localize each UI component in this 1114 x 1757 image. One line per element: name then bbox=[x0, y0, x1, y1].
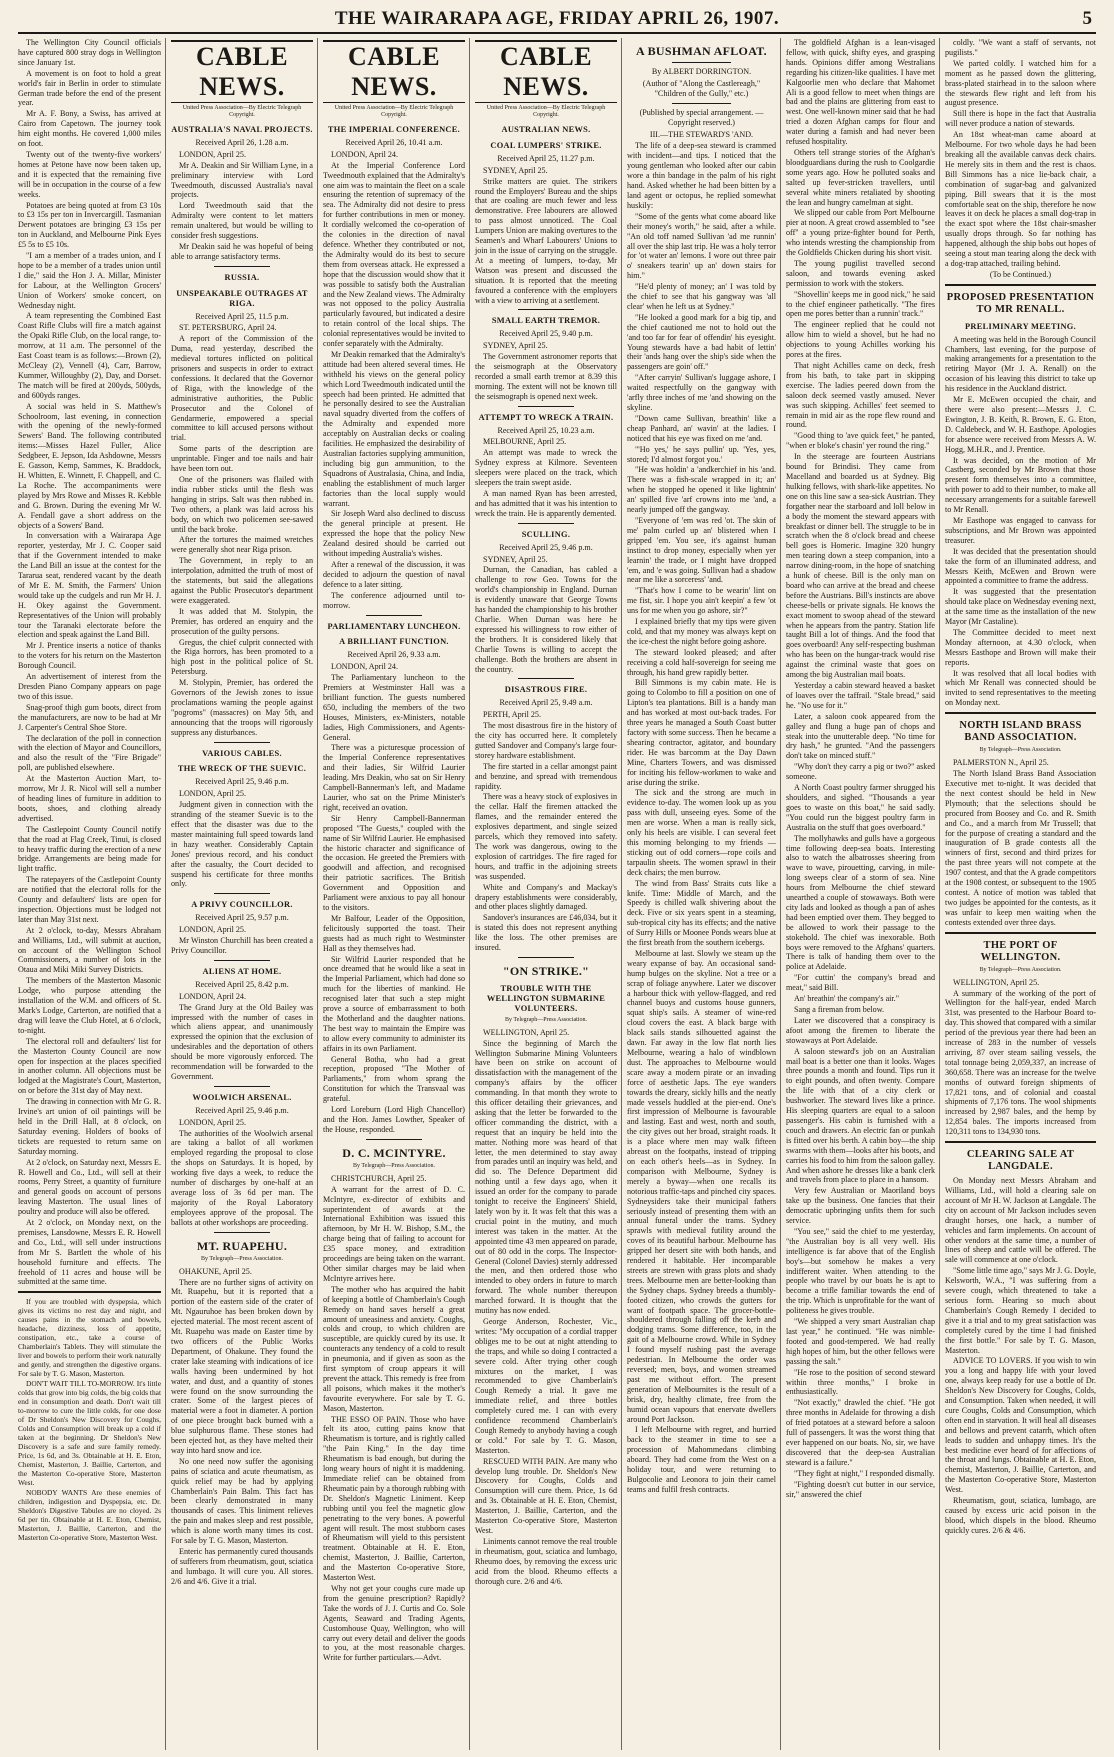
article-paragraph: The authorities of the Woolwich arsenal are taking a ballot of all workmen employed regarding the proposal to close the shops on Saturdays. It is hoped, by working five days a week, to reduce the number of discharges by one-half at an average loss of 3s 6d per man. The majority of the Royal Laboratory employees approve of the proposal. The ballots at other workshops are proceeding. bbox=[171, 1128, 313, 1227]
article-paragraph: It was decided, on the motion of Mr Castberg, seconded by Mr Brown that those present form themselves into a committee, with power to add to their number, to make all necessary arrangements for a suitable farewell to Mr Renall. bbox=[945, 455, 1096, 515]
article-headline: PARLIAMENTARY LUNCHEON. bbox=[327, 621, 461, 631]
article-paragraph: On Monday next Messrs Abraham and Williams, Ltd., will hold a clearing sale on account of Mr H. W. Jackson at Langdale. The city on account of Mr Jackson includes seven draught horses, one hack, a number of vehicles and farm implements. On account of other vendors at the same time, a number of lines of sheep and cattle will be offered. The sale will commence at one o'clock. bbox=[945, 1176, 1096, 1265]
article-headline: RUSSIA. bbox=[224, 272, 260, 282]
author-note: (Author of "Along the Castlereagh," "Children of the Gully," etc.) bbox=[642, 78, 761, 98]
article-paragraph: White and Company's and Mackay's drapery establishments were considerably, and other places slightly damaged. bbox=[475, 882, 617, 912]
article-paragraph: THE ESSO OF PAIN. Those who have felt its atoo, cutting pains know that Rheumatism is torture, and is rightly called "the Pain King." In the day time Rheumatism is bad enough, but during the long weary hours of night it is maddening. Immediate relief can be obtained from Rheumatic pain by a thorough rubbing with Dr. Sheldon's Magnetic Liniment. Keep rubbing until you feel the magnetic glow penetrating to the very bones. A powerful agent will result. The most stubborn cases of Rheumatism will yield to this persistent treatment. Obtainable at H. E. Eton, chemist, Masterton, J. Baillie, Carterton, and the Masterton Co-operative Store, Masterton West. bbox=[323, 1414, 465, 1583]
article-subheadline: PRELIMINARY MEETING. bbox=[964, 321, 1077, 331]
story-paragraph: "That's how I come to be wearin' lint on me fist, sir. I hope you ain't keepin' a few 'ot uns for me when you go ashore, sir?" bbox=[627, 586, 776, 616]
article-paragraph: Mr Easthope was engaged to canvass for subscriptions, and Mr Brown was appointed treasurer. bbox=[945, 515, 1096, 545]
article-paragraph: A man named Ryan has been arrested, and has admitted that it was his intention to wreck the train. He is apparently demented. bbox=[475, 489, 617, 518]
rule-divider bbox=[518, 523, 575, 524]
story-paragraph: "He looked a good mark for a big tip, and the chief cautioned me not to hold out the 'and too far for fear of offendin' his eyesight. Young stewards have a bad habit of lettin' their 'ands hang over the ship's side when the passengers are goin' off." bbox=[627, 312, 776, 372]
page-number: 5 bbox=[1082, 8, 1092, 29]
story-paragraph: "Shovellin' keeps me in good nick," he said to the chief engineer pathetically. "The fires open me pores better than a runnin' track." bbox=[786, 289, 935, 319]
article-paragraph: It was added that M. Stolypin, the Premier, has ordered an enquiry and the prosecution of the guilty persons. bbox=[171, 606, 313, 636]
received-date: Received April 25, 11.27 p.m. bbox=[497, 153, 595, 163]
section-banner: CABLE NEWS. bbox=[171, 40, 313, 103]
story-paragraph: "Good thing to 'ave quick feet," he panted, "when er bloke's chasin' yer round the ring." bbox=[786, 431, 935, 451]
article-headline: SMALL EARTH TREMOR. bbox=[491, 316, 601, 326]
dateline: LONDON, April 25. bbox=[179, 149, 246, 159]
dateline: SYDNEY, April 25. bbox=[483, 165, 548, 175]
column-cable-news-3 bbox=[469, 38, 617, 1750]
story-paragraph: Bill Simmons is my cabin mate. He is going to Colombo to fill a position on one of Lipton's tea plantations. Bill is a handy man and has worked at most out-back trades. For three years he managed a South Coast butter factory with some success. Then he became a shearing contractor, agitator, and boundary rider. He was barcomm at the Day Dawn Mine, Charters Towers, and was dismissed for inciting his fellow-workmen to wake and arise during the strike. bbox=[627, 678, 776, 787]
dateline: PERTH, April 25. bbox=[483, 710, 541, 720]
rule-divider bbox=[518, 309, 575, 310]
article-headline: ALIENS AT HOME. bbox=[202, 966, 282, 976]
article-headline: AUSTRALIA'S NAVAL PROJECTS. bbox=[171, 125, 313, 134]
wire-credit: United Press Association—By Electric Telegraph Copyright. bbox=[182, 105, 302, 118]
article-headline: D. C. MCINTYRE. bbox=[342, 1145, 446, 1160]
article-paragraph: The Parliamentary luncheon to the Premiers at Westminster Hall was a brilliant function. The guests numbered 650, including the members of the two Houses, Ministers, ex-Ministers, notable ladies, High Commissioners, and Agents-General. bbox=[323, 673, 465, 742]
local-paragraph: Twenty out of the twenty-five workers' homes at Petone have now been taken up, and it is expected that the remaining five will be in occupation in the course of a few weeks. bbox=[18, 149, 161, 199]
rule-divider bbox=[214, 960, 271, 961]
story-paragraph: Melbourne at last. Slowly we steam up the weary expanse of bay. An occasional sand-hump bulges on the skyline. Not a tree or a scrap of foliage anywhere. Later we discover a harbour thick with yellow-flagged, and red channel buoys and customs house gunners, squat ship's sails. A steamer of wine-red cloud covers the east. A black barge with black sails stands silhouetted against the dawn. Far away in the low flat north lies Melbourne, wearing a halo of windblown dust. The approaches to Melbourne would scare away a modern pirate or an invading force of aesthetic Japs. The eye wanders towards the dreary, sickly hills and the neatly made vessels huddled at the pier-end. One's first impression of Melbourne is favourable and lasting. East and west, north and south, the city gives out her broad, straight roads. It is a place where men may walk fifteen abreast on the footpaths, instead of tripping on each other's heels—as in Sydney. In comparison with Melbourne, Sydney is merely a byway—when one recalls its notorious traffic-taps and pinched city spaces. Sydneysiders take their municipal fathers seriously instead of presenting them with an annual funeral under the trams. Sydney sprawls with medieval futility around the coves of its beautiful harbour. Melbourne has gripped her desert site with both hands, and rendered it habitable. Her incomparable streets are strewn with grass plots and shady trees. Melbourne men are better-looking than the Sydney chaps. Sydney breeds a thumbly-footed citizen, who crowds the gutters for want of footpath space. The grocer-bottle-shouldered through falling off the kerb and dodging trams. Some difference, too, in the gait of a Melbourne crowd. While in Sydney I found myself rushing past the average pedestrian. In Melbourne the order was reversed; men, boys, and women streamed past me without effort. The present generation of Melbournites is the result of a brisk, dry, healthy climate, free from the humid ocean vapours that enervate dwellers around Port Jackson. bbox=[627, 948, 776, 1424]
rule-divider bbox=[214, 1086, 271, 1087]
column-cable-news-2 bbox=[317, 38, 465, 1750]
dateline: CHRISTCHURCH, April 25. bbox=[331, 1173, 427, 1183]
story-paragraph: That night Achilles came on deck, fresh from his bath, to take part in skipping exercise. The ladies peered down from the saloon deck seemed vastly amused. Never was such skipping. Achilles' feet seemed to remain in mid air as the rope flew round and round. bbox=[786, 361, 935, 430]
story-byline: By ALBERT DORRINGTON. bbox=[651, 67, 752, 76]
received-date: Received April 25, 9.46 p.m. bbox=[499, 542, 593, 552]
story-paragraph: Later, a saloon cook appeared from the galley and flung a huge pan of chops and steak into the unutterable deep. "No time for dry hash," he grunted. "And the passengers don't take on minced stuff." bbox=[786, 711, 935, 761]
wire-credit: By Telegraph—Press Association. bbox=[979, 966, 1062, 973]
article-paragraph: A summary of the working of the port of Wellington for the half-year, ended March 31st, was presented to the Harbour Board to-day. This showed that compared with a similar period of the previous year there had been an increase of 283 in the number of vessels arriving, 87 over steam sailing vessels, the total tonnage being 2,059,337, an increase of 360,658. There was an increase for the twelve months of outward foreign shipments of 17,821 tons, and of colonial and coastal shipments of 7,176 tons. The wool shipments increased by 2,987 bales, and the hemp by 12,854 bales. The imports increased from 120,311 tons to 134,930 tons. bbox=[945, 988, 1096, 1137]
article-paragraph: Mr Deakin said he was hopeful of being able to arrange satisfactory terms. bbox=[171, 241, 313, 261]
article-paragraph: After the tortures the maimed wretches were generally shot near Riga prison. bbox=[171, 535, 313, 555]
story-paragraph: I left Melbourne with regret, and hurried back to the steamer in time to see a procession of Mahommedans climbing aboard. They had come from the West on a holiday tour, and were returning to Bulgocolie and Leonora to join their camel teams and fulfil fresh contracts. bbox=[627, 1425, 776, 1494]
article-paragraph: Rheumatism, gout, sciatica, lumbago, are caused by excess uric acid poison in the blood, which dispels in the blood. Rheumo quickly cures. 2/6 & 4/6. bbox=[945, 1496, 1096, 1535]
rule-divider bbox=[366, 615, 423, 616]
article-headline: NORTH ISLAND BRASS BAND ASSOCIATION. bbox=[959, 720, 1082, 744]
article-paragraph: It was decided that the presentation should take the form of an illuminated address, and Messrs Keith, McEwen and Brown were appointed a committee to frame the address. bbox=[945, 546, 1096, 586]
article-paragraph: One of the prisoners was flailed with india rubber sticks until the flesh was hanging in strips. Salt was then rubbed in. Two others, a plank was laid across his body, on which two policemen see-sawed until the back broke. bbox=[171, 475, 313, 534]
story-paragraph: In the steerage are fourteen Austrians bound for Brindisi. They came from Macelland and boarded us at Sydney. Big hulking fellows, with shark-like appetites. No one on this line saw a sea-sick Austrian. They forgather near the starboard and loll below in a body the moment the steward appears with breakfast or dinner bell. The struggle to be in scratch when the 8 o'clock bread and cheese bell goes is Homeric. Imagine 320 hungry men tearing down a steep companion, into a narrow dining-room, in the hope of snatching a hunk of cheese. Bill is the only man on board who can arrive at the bread and cheese before the Austrians. Bill's instincts are above cheese-bells or private signals. He knows the exact moment to swoop ahead of the steward when he appears from the pantry. Station life taught Bill a lot of things. And the food that goes overboard! Any self-respecting bushman who has been on the hungar-track would rise against the criminal waste that goes on among the big Australian mail boats. bbox=[786, 452, 935, 680]
story-title: A BUSHMAN AFLOAT. bbox=[635, 44, 767, 58]
rule-divider bbox=[366, 1139, 423, 1140]
local-paragraph: The members of the Masterton Masonic Lodge, who purpose attending the installation of the W.M. and officers of St. Mark's Lodge, Carterton, are notified that a drag will leave the Club Hotel, at 6 o'clock, to-night. bbox=[18, 976, 161, 1035]
dateline: SYDNEY, April 25. bbox=[483, 341, 548, 351]
article-paragraph: It was suggested that the presentation should take place on Wednesday evening next, at the same time as the installation of the new Mayor (Mr Castaline). bbox=[945, 587, 1096, 627]
article-paragraph: The mother who has acquired the habit of keeping a bottle of Chamberlain's Cough Remedy on hand saves herself a great amount of uneasiness and anxiety. Coughs, colds and croup, to which children are susceptible, are quickly cured by its use. It counteracts any tendency of a cold to result in pneumonia, and if given as soon as the first symptom of croup appears it will prevent the attack. This remedy is free from all poisons, which makes it the mother's favourite everywhere. For sale by T. G. Mason, Masterton. bbox=[323, 1284, 465, 1413]
local-paragraph: Mr J. Prentice inserts a notice of thanks to the voters for his return on the Masterton Borough Council. bbox=[18, 641, 161, 671]
article-paragraph: Sir Henry Campbell-Bannerman proposed "The Guests," coupled with the name of Sir Wilfrid Laurier. He emphasised the historic character and significance of the occasion. He greeted the Premiers with goodwill and affection, and recognised their patriotic sacrifices. The British Government and Opposition and Parliament were anxious to pay all honour to the visitors. bbox=[323, 813, 465, 912]
rule-divider bbox=[945, 712, 1096, 714]
local-paragraph: Mr A. F. Bony, a Swiss, has arrived at Cairo from Capetown. The journey took him eight months. He covered 1,000 miles on foot. bbox=[18, 109, 161, 149]
dateline: LONDON, April 25. bbox=[179, 1117, 246, 1127]
article-paragraph: Some parts of the description are unprintable. Finger and toe nails and hair have been torn out. bbox=[171, 444, 313, 474]
article-headline: MT. RUAPEHU. bbox=[196, 1238, 288, 1253]
article-paragraph: Enteric has permanently cured thousands of sufferers from rheumatism, gout, sciatica and lumbago. It will cure you. All stores. 2/6 and 4/6. Give it a trial. bbox=[171, 1547, 313, 1586]
dateline: SYDNEY, April 25. bbox=[483, 554, 548, 564]
article-paragraph: There was a picturesque procession of the Imperial Conference representatives and their ladies, Sir Wilfrid Laurier leading. Mrs Deakin, who sat on Sir Henry Campbell-Bannerman's left, and Madame Laurier, who sat on the Prime Minister's right, received an ovation. bbox=[323, 743, 465, 812]
story-paragraph: A North Coast poultry farmer shrugged his shoulders, and sighed. "Thousands a year goes to waste on this boat," he said sadly. "You could run the biggest poultry farm in Australia on the stuff that goes overboard." bbox=[786, 783, 935, 832]
article-subheadline: THE WRECK OF THE SUEVIC. bbox=[177, 764, 307, 774]
article-headline: A PRIVY COUNCILLOR. bbox=[191, 900, 293, 910]
story-paragraph: The sick and the strong are much in evidence to-day. The women look up as you pass with dull, unseeing eyes. Some of the men are worse. When a man is really sick, only his heels are visible. I can several feet this morning belonging to my friends —sticking out of odd corners—rope coils and tarpaulin sheets. The women sprawl in their deck chairs; the men burrow. bbox=[627, 788, 776, 877]
article-headline: "ON STRIKE." bbox=[502, 963, 590, 978]
story-paragraph: Still there is hope in the fact that Australia will never produce a nation of stewards. bbox=[945, 109, 1096, 129]
received-date: Received April 26, 1.28 a.m. bbox=[195, 137, 289, 147]
article-paragraph: The conference adjourned until to-morrow. bbox=[323, 590, 465, 610]
article-paragraph: A warrant for the arrest of D. C. McIntyre, ex-director of exhibits and superintendent of awards at the International Exhibition was issued this afternoon, by Mr H. W. Bishop, S.M., the charge being that of failing to account for £35 space money, and extradition proceedings are being taken on the warrant. Other similar charges may be laid when McIntyre arrives here. bbox=[323, 1184, 465, 1283]
story-paragraph: "Why don't they carry a pig or two?" asked someone. bbox=[786, 762, 935, 782]
rule-divider bbox=[945, 932, 1096, 934]
story-paragraph: We slipped our cable from Port Melbourne pier at noon. A great crowd assembled to "see off" a young prize-fighter bound for Perth, who intends wresting the championship from the Goldfields Chicken during his short visit. bbox=[786, 208, 935, 258]
story-paragraph: The steward looked pleased; and after receiving a cold half-sovereign for seeing me through, his hand grew rapidly better. bbox=[627, 647, 776, 677]
article-subheadline: UNSPEAKABLE OUTRAGES AT RIGA. bbox=[176, 288, 308, 308]
wire-credit: By Telegraph—Press Association. bbox=[353, 1162, 435, 1169]
article-paragraph: Judgment given in connection with the stranding of the steamer Suevic is to the effect that the disaster was due to the master maintaining full speed towards land in hazy weather. Considerably Captain Jones' previous record, and his conduct after the casualty, the Court decided to suspend his certificate for three months only. bbox=[171, 800, 313, 889]
column-bushman-afloat bbox=[621, 38, 776, 1750]
article-paragraph: No one need now suffer the agonising pains of sciatica and acute rheumatism, as quick relief may be had by applying Chamberlain's Pain Balm. This fact has been clearly demonstrated in many thousands of cases. This liniment relieves the pain and makes sleep and rest possible, which is alone worth many times its cost. For sale by T. G. Mason, Masterton. bbox=[171, 1456, 313, 1546]
chapter-title: III.—THE STEWARD'S 'AND. bbox=[649, 129, 754, 139]
wire-credit: By Telegraph—Press Association. bbox=[201, 1255, 283, 1262]
article-paragraph: Durnan, the Canadian, has cabled a challenge to row Geo. Towns for the world's championship in England. Durnan is evidently unaware that George Towns has handed the championship to his brother Charlie. When Durnan was here he expressed his willingness to row either of the brothers. It is considered likely that Charlie Towns is willing to accept the challenge. Both the brothers are absent in the country. bbox=[475, 565, 617, 674]
article-headline: THE PORT OF WELLINGTON. bbox=[980, 939, 1061, 963]
received-date: Received April 25, 9.49 a.m. bbox=[499, 698, 593, 708]
local-paragraph: At 2 o'clock, on Saturday next, Messrs E. R. Howell and Co., Ltd., will sell at their rooms, Perry Street, a quantity of furniture and general goods on account of persons leaving Masterton. The usual lines of poultry and produce will also be offered. bbox=[18, 1157, 161, 1217]
dateline: LONDON, April 24. bbox=[331, 149, 398, 159]
local-paragraph: The Castlepoint County Council notify that the road at Flag Creek, Tinui, is closed to heavy traffic during the erection of a new bridge. Arrangements are being made for light traffic. bbox=[18, 824, 161, 874]
article-paragraph: RESCUED WITH PAIN. Are many who develop lung trouble. Dr. Sheldon's New Discovery for Coughs, Colds and Consumption will cure them. Price, 1s 6d and 3s. Obtainable at H. E. Eton, Chemist, Masterton, J. Baillie, Carterton, and the Masterton Co-operative Store, Masterton West. bbox=[475, 1456, 617, 1535]
dateline: WELLINGTON, April 25. bbox=[483, 1027, 570, 1037]
local-paragraph: A movement is on foot to hold a great world's fair in Berlin in order to stimulate German trade before the end of the present year. bbox=[18, 68, 161, 108]
article-paragraph: After a renewal of the discussion, it was decided to adjourn the question of naval defence to a later sitting. bbox=[323, 559, 465, 589]
dateline: LONDON, April 24. bbox=[331, 662, 398, 672]
rule-divider bbox=[945, 284, 1096, 286]
story-paragraph: The engineer replied that he could not allow him to wield a shovel, but he had no objections to young Achilles working his pores at the fires. bbox=[786, 320, 935, 360]
article-subheadline: A BRILLIANT FUNCTION. bbox=[339, 637, 449, 647]
column-local-news bbox=[18, 38, 161, 1750]
article-headline: AUSTRALIAN NEWS. bbox=[501, 125, 591, 134]
wire-credit: United Press Association—By Electric Telegraph Copyright. bbox=[334, 105, 454, 118]
article-headline: PROPOSED PRESENTATION TO MR RENALL. bbox=[946, 291, 1095, 315]
story-paragraph: We parted coldly. I watched him for a moment as he passed down the glittering, brass-plated stairhead in to the saloon where the stewards flew right and left from his august presence. bbox=[945, 58, 1096, 108]
advertisement: NOBODY WANTS Are these enemies of children, indigestion and Dyspepsia, etc. Dr. Sheldon's Digestive Tabules are no cloyed. 2s 6d per tin. Obtainable at H. E. Eton, Chemist, Masterton, J. Baillie, Carterton, and the Masterton Co-operative Store, Masterton West. bbox=[18, 1488, 161, 1543]
local-paragraph: At 2 o'clock, to-day, Messrs Abraham and Williams, Ltd., will submit at auction, on account of the Wellington School Commissioners, a number of lots in the Otaua and Miki Miki Survey Districts. bbox=[18, 925, 161, 975]
story-paragraph: (To be Continued.) bbox=[989, 269, 1052, 279]
article-paragraph: The North Island Brass Band Association Executive met to-night. It was decided that the next contest should be held in New Plymouth; that the selections should be procured from Boosey and Co. and R. Smith and Co., and a march from Mr Trussell; that for the purpose of creating a standard and the inauguration of B grade contests all the winners of first, second and third prizes for the past three years will not compete at the 1907 contest, and that the A grade competitors at the 1908 contest, or subsequent to the 1905 contest. A notice of motion was tabled that two judges be appointed for the contests, as it was unfair to keep men waiting when the contests extended over three days. bbox=[945, 769, 1096, 927]
article-paragraph: The fire started in a cellar amongst paint and benzine, and spread with tremendous rapidity. bbox=[475, 761, 617, 791]
section-banner: CABLE NEWS. bbox=[475, 40, 617, 103]
story-paragraph: Sang a fireman from below. bbox=[794, 1005, 885, 1014]
article-headline: DISASTROUS FIRE. bbox=[504, 685, 588, 695]
column-local-reports bbox=[939, 38, 1096, 1750]
story-paragraph: "You see," said the chief to me yesterday, "the Australian boy is all very well. His intelligence is far above that of the English boy's—but somehow he makes a very indifferent waiter. When attending to the people who travel by our boats he is apt to become a trifle familiar towards the end of the trip. Which is unprofitable for the want of politeness he gives trouble. bbox=[786, 1226, 935, 1316]
article-paragraph: It was resolved that all local bodies with which Mr Renall was connected should be invited to send representatives to the meeting on Monday next. bbox=[945, 668, 1096, 708]
story-paragraph: The young pugilist travelled second saloon, and towards evening asked permission to work with the stokers. bbox=[786, 258, 935, 288]
article-paragraph: Why not get your coughs cure made up from the genuine prescription? Rapidly? Take the words of J. J. Curtis and Co. Sole Agents, Seaward and Trading Agents, Customhouse Quay, Wellington, who will carry out every detail and deliver the goods to you, at the most reasonable charges. Write for further particulars.—Advt. bbox=[323, 1583, 465, 1663]
article-paragraph: Lord Loreburn (Lord High Chancellor) and the Hon. James Lowther, Speaker of the House, responded. bbox=[323, 1105, 465, 1134]
rule-divider bbox=[214, 742, 271, 743]
story-paragraph: "He rose to the position of second steward within three months," I broke in enthusiastically. bbox=[786, 1367, 935, 1397]
advertisement: DON'T WAIT TILL TO-MORROW. It's little colds that grow into big colds, the big colds that end in consumption and death. Don't wait till to-morrow to cure the little colds, for one dose of Dr Sheldon's New Discovery for Coughs, Colds and Consumption will break up a cold if taken at the beginning. Dr Sheldon's New Discovery is a safe and sure family remedy. Price, 1s 6d, and 3s. Obtainable at H. E. Eton, Chemist, Masterton, J. Baillie, Carterton, and the Masterton Co-operative Store, Masterton West. bbox=[18, 1379, 161, 1488]
rule-divider bbox=[518, 957, 575, 958]
received-date: Received April 25, 9.57 p.m. bbox=[195, 913, 289, 923]
article-paragraph: Mr Deakin remarked that the Admiralty's attitude had been altered several times. He withheld his views on the general policy which Lord Tweedmouth indicated until the speech had been printed. He admitted that he personally desired to see the Australian naval squadry diverted from the coffers of the Admiralty and expended more acceptably on Australian decks or coaling facilities. He emphasized the desirability of Australian factories supplying ammunition, including big gun ammunition, to the Squadrons of Australasia, China, and India, enabling the establishment of much larger factories than the local supply would warrant. bbox=[323, 349, 465, 508]
article-paragraph: "Some little time ago," says Mr J. G. Doyle, Kelsworth, W.A., "I was suffering from a severe cough, which threatened to take a serious form. Hearing so much about Chamberlain's Cough Remedy I decided to give it a trial and to my great satisfaction was completely cured by the time I had finished the first bottle." For sale by T. G. Mason, Masterton. bbox=[945, 1266, 1096, 1355]
received-date: Received April 26, 10.41 a.m. bbox=[345, 137, 443, 147]
article-paragraph: There was a heavy stock of explosives in the cellar. Half the firemen attacked the flames, and the remainder entered the explosives department, and single seized parcels, which they removed into safety. The work was dangerous, owing to the explosion of cartridges. The fire raged for hours, and traffic in the adjoining streets was suspended. bbox=[475, 792, 617, 881]
story-paragraph: "'Ho yes,' he says pullin' up. 'Yes, yes, stored; I'd almost forgot you.' bbox=[627, 444, 776, 464]
story-paragraph: "Everyone of 'em was red 'ot. The skin of me' palm curled up an' blistered when I gripped 'em. You see, it's against human instinct to drop money, especially when yer learnin' the trade, or I might have dropped 'em, and 'e was going. Sullivan had a shadow near me like a sorceress' 'and. bbox=[627, 515, 776, 585]
article-paragraph: Mr Balfour, Leader of the Opposition, felicitously supported the toast. Their guests had as much right to Westminster Hall as they themselves had. bbox=[323, 913, 465, 953]
column-cable-news-1 bbox=[165, 38, 313, 1750]
column-bushman-afloat-cont bbox=[780, 38, 935, 1750]
story-paragraph: "They fight at night," I responded dismally. bbox=[794, 1468, 935, 1478]
article-paragraph: The Grand Jury at the Old Bailey was impressed with the number of cases in which aliens appear, and unanimously expressed the opinion that the exclusion of undesirables and the deportation of others should be more vigorously enforced. The recommendation will be forwarded to the Government. bbox=[171, 1002, 313, 1081]
dateline: LONDON, April 25. bbox=[179, 789, 246, 799]
story-paragraph: "We shipped a very smart Australian chap last year," he continued. "He was nimble-footed and good-tempered. We had really high hopes of him, but the other fellows were passing the salt." bbox=[786, 1317, 935, 1366]
story-paragraph: I explained briefly that my tips were given cold, and that my money was always kept on the ice-chest the night before going ashore. bbox=[627, 617, 776, 646]
article-paragraph: An attempt was made to wreck the Sydney express at Kilmore. Seventeen sleepers were placed on the track, which sleepers the train swept aside. bbox=[475, 448, 617, 488]
story-paragraph: Yesterday a cabin steward heaved a basket of loaves over the taffrail. "Stale bread," said he. "No use for it." bbox=[786, 681, 935, 710]
story-paragraph: "He was holdin' a 'andkerchief in his 'and. There was a fish-scale wrapped in it; an' when he stopped he opened it like lightnin' an' spilled five 'arf crowns into me 'and, a nearly jumped off the gangway. bbox=[627, 465, 776, 515]
dateline: WELLINGTON, April 25. bbox=[953, 977, 1040, 987]
article-paragraph: Mr E. McEwen occupied the chair, and there were also present:—Messrs J. C. Ewington, J. B. Keith, R. Brown, E. G. Eton, D. Caldebeck, and W. H. Easthope. Apologies for absence were received from Messrs A. W. Hogg, M.H.R., and J. Prentice. bbox=[945, 395, 1096, 454]
story-paragraph: "Some of the gents what come aboard like their money's worth," he said, after a while. "An old toff named Sullivan 'ad me runnin' all over the ship last trip. He was a holy terror for 'ot water an' lemons. I wore out three pair o' sneakers tearin' up an' down stairs for him." bbox=[627, 211, 776, 281]
article-paragraph: Sandover's insurances are £46,034, but it is stated this does not represent anything like the loss. The other premises are insured. bbox=[475, 913, 617, 953]
story-paragraph: "For cuttin' the company's bread and meat," said Bill. bbox=[786, 973, 935, 993]
article-paragraph: Sir Wilfrid Laurier responded that he once dreamed that he would like a seat in the Imperial Parliament, which had done so much for the liberties of mankind. He recognised later that such a step might prove a source of embarrassment to both the Motherland and the daughter nations. The best way to maintain the Empire was to allow every community to administer its affairs in its own Parliament. bbox=[323, 954, 465, 1053]
article-paragraph: Gregus, the chief culprit connected with the Riga horrors, has been promoted to a high post in the political police of St. Petersburg. bbox=[171, 637, 313, 677]
wire-credit: By Telegraph—Press Association. bbox=[505, 1016, 587, 1023]
wire-credit: By Telegraph—Press Association. bbox=[979, 747, 1062, 754]
rule-divider bbox=[672, 62, 732, 63]
local-paragraph: An advertisement of interest from the Dresden Piano Company appears on page two of this issue. bbox=[18, 672, 161, 701]
article-subheadline: COAL LUMPERS' STRIKE. bbox=[490, 140, 602, 150]
article-paragraph: Lord Tweedmouth said that the Admiralty were content to let matters remain unaltered, but would be willing to consider fresh suggestions. bbox=[171, 201, 313, 241]
dateline: LONDON, April 25. bbox=[179, 925, 246, 935]
article-paragraph: A meeting was held in the Borough Council Chambers, last evening, for the purpose of making arrangements for a presentation to the retiring Mayor (Mr J. A. Renall) on the occasion of his leaving this district to take up his residence in the Auckland district. bbox=[945, 334, 1096, 394]
story-paragraph: The wind from Bass' Straits cuts like a knife. Time: Middle of March, and the Speedy is chilled walk shivering about the deck. Five or six years spent in a steaming, sub-tropical city has its effects; and the native of Surry Hills or Moonee Ponds wears blue at the first breath from the southern icebergs. bbox=[627, 878, 776, 948]
dateline: PALMERSTON N., April 25. bbox=[953, 758, 1049, 768]
article-paragraph: At the Imperial Conference Lord Tweedmouth explained that the Admiralty's one aim was to maintain the fleet on a scale ensuring the retention of supremacy of the sea. The Admiralty did not desire to press for further contributions in men or money. It cordially welcomed the co-operation of the colonies in the direction of naval defence. Whether they contributed or not, the Admiralty would do its best to secure them from overseas attack. He expressed a hope that the discussion would show that it was possible to satisfy both the Australian and the New Zealand views. The Admiralty was not opposed to the policy Australia particularly favoured, but indicated a desire to retain control of the local ships. The colonial representatives would be invited to confer separately with the Admiralty. bbox=[323, 160, 465, 349]
received-date: Received April 25, 8.42 p.m. bbox=[195, 979, 289, 989]
article-paragraph: A report of the Commission of the Duma, read yesterday, described the medieval tortures inflicted on political prisoners and suspects in order to extract confessions. It declared that the Governor of Riga, with the knowledge of the administrative authorities, the Public Prosecutor and the Colonel of Gendarmerie, empowered a special committee to kill accused persons without trial. bbox=[171, 334, 313, 443]
received-date: Received April 25, 10.23 a.m. bbox=[497, 425, 595, 435]
article-headline: CLEARING SALE AT LANGDALE. bbox=[966, 1149, 1075, 1173]
rule-divider bbox=[518, 678, 575, 679]
article-paragraph: George Anderson, Rochester, Vic., writes: "My occupation of a cordial trapper obliges me to be out at night attending to the traps, and while so doing I contracted a severe cold. After trying other cough mixtures on the market, I was recommended to give Chamberlain's Cough Remedy a trial. It gave me immediate relief, and three bottles completely cured me. I can with every confidence recommend Chamberlain's Cough Remedy to anybody having a cough or cold." For sale by T. G. Mason, Masterton. bbox=[475, 1316, 617, 1455]
publication-note: (Published by special arrangement. —Copyright reserved.) bbox=[639, 107, 764, 127]
rule-divider bbox=[945, 1141, 1096, 1143]
rule-divider bbox=[214, 1232, 271, 1233]
received-date: Received April 25, 9.40 p.m. bbox=[499, 329, 593, 339]
local-paragraph: The declaration of the poll in connection with the election of Mayor and Councillors, and also the result of the "Fire Brigade" poll, are published elsewhere. bbox=[18, 733, 161, 773]
article-paragraph: The Committee decided to meet next Monday afternoon, at 4.30 o'clock, when Messrs Easthope and Brown will make their reports. bbox=[945, 627, 1096, 667]
masthead bbox=[18, 8, 1096, 34]
wire-credit: United Press Association—By Electric Telegraph Copyright. bbox=[486, 105, 606, 118]
local-paragraph: In conversation with a Wairarapa Age reporter, yesterday, Mr J. C. Cooper said that if the Government intended to make the Land Bill an issue at the contest for the Tararua seat, rendered vacant by the death of Mr E. M. Smith, the Farmers' Union would take up the cudgels and run Mr H. J. H. Okey against the Government. Representatives of the Union will probably tour the Taranaki electorate before the election and speak against the Land Bill. bbox=[18, 531, 161, 640]
dateline: OHAKUNE, April 25. bbox=[179, 1266, 252, 1276]
rule-divider bbox=[672, 103, 732, 104]
article-paragraph: Strike matters are quiet. The strikers round the Employers' Bureau and the ships that are coaling are much fewer and less demonstrative. Free labourers are allowed to pass almost unnoticed. The Coal Lumpers Union are making overtures to the Seamen's and Wharf Labourers' Unions to join in the issue of carrying on the struggle. At a meeting of lumpers, to-day, Mr Watson was present and discussed the situation. It is reported that the meeting favoured a conference with the employers with a view to arriving at a settlement. bbox=[475, 176, 617, 305]
columns bbox=[18, 38, 1096, 1750]
local-paragraph: The Wellington City Council officials have captured 800 stray dogs in Wellington since January 1st. bbox=[18, 38, 161, 67]
story-paragraph: "He'd plenty of money; an' I was told by the chief to see that his gangway was 'all clear' when he left us at Sydney." bbox=[627, 282, 776, 311]
article-paragraph: Since the beginning of March the Wellington Submarine Mining Volunteers have been on strike on account of dissatisfaction with the management of the company's affairs by the officer commanding. In that month they wrote to this officer detailing their grievances, and asking that the letter be forwarded to the officer commanding the district, with a request that an inquiry be held into the matter. Nothing more was heard of that letter, the men determined to stay away from parades until an inquiry was held, and did so. The Defence Department did nothing until a few days ago, when it issued an order for the company to parade tonight to receive the Engineers' Shield, lately won by it. It was felt that this was a crucial point in the mutiny, and much interest was taken in the matter. At the appointed time 43 men appeared on parade, out of 80 odd in the corps. The Inspector-General (Colonel Davies) sternly addressed the men, and then ordered those who intended to obey orders in future to march forward. The whole number thereupon marched forward. It is thought that the mutiny has now ended. bbox=[475, 1038, 617, 1316]
masthead-title: THE WAIRARAPA AGE, FRIDAY APRIL 26, 1907. bbox=[334, 8, 780, 29]
story-paragraph: The mollyhawks and gulls have a gorgeous time following deep-sea boats. Interesting also to watch the albatrosses sheering from wave to wave, pirouetting, carving, in mile-long sweeps clear of a storm of sea. Nine hours from Melbourne the chief steward unearthed a couple of stowaways. Both were city lads and looked as though a pan of ashes had been emptied over them. They begged to be allowed to work their passage to the stokehold. The chief was inexorable. Both boys were removed to the Afghans' quarters. There is talk of handing them over to the police at Adelaide. bbox=[786, 833, 935, 972]
story-paragraph: "Not exactly," drawled the chief. "He got three months in Adelaide for throwing a dish of fried potatoes at a steward before a saloon full of passengers. It was the worst thing that ever happened on our boats. No, sir, we have discovered that the deep-sea Australian steward is a failure." bbox=[786, 1398, 935, 1467]
story-paragraph: An' breathin' the company's air." bbox=[794, 994, 900, 1004]
dateline: LONDON, April 24. bbox=[179, 991, 246, 1001]
article-headline: THE IMPERIAL CONFERENCE. bbox=[327, 125, 461, 134]
article-paragraph: The Government astronomer reports that the seismograph at the Observatory recorded a small earth tremor at 8.39 this morning. The extent will not be known till the seismograph is opened next week. bbox=[475, 352, 617, 401]
story-paragraph: A saloon steward's job on an Australian mail boat is a better one than it looks. Wages three pounds a month and found. Tips run it to eight pounds, and often twenty. Compare the life with that of a city clerk or bushworker. The steward lives like a prince. His sleeping quarters are equal to a saloon passenger's. His cabin is furnished with a couch and drawers. An electric fan or punkah is fitted over his berth. A cabin boy—the ship swarms with them—looks after his boots, and carries his food to him from the saloon galley. And when ashore he dresses like a bank clerk and travels from place to place in a hansom. bbox=[786, 1046, 935, 1185]
story-paragraph: "Down came Sullivan, breathin' like a cheap Panhard, an' wavin' at the ladies. I noticed that his eye was fixed on me 'and. bbox=[627, 413, 776, 443]
article-headline: ATTEMPT TO WRECK A TRAIN. bbox=[478, 412, 614, 422]
story-paragraph: Very few Australian or Maoriland boys take up the business. One fancies that their democratic upbringing unfits them for such service. bbox=[786, 1186, 935, 1226]
local-paragraph: At 2 o'clock, on Monday next, on the premises, Lansdowne, Messrs E. R. Howell and Co., Ltd., will sell under instructions from Mr S. Bartlett the whole of his household furniture and effects. The freehold of 11 acres and house will be submitted at the same time. bbox=[18, 1218, 161, 1287]
article-headline: SCULLING. bbox=[521, 529, 571, 539]
local-paragraph: The ratepayers of the Castlepoint County are notified that the electoral rolls for the County and defaulters' lists are open for inspection. Objections must be lodged not later than May 31st next. bbox=[18, 875, 161, 924]
article-headline: WOOLWICH ARSENAL. bbox=[192, 1092, 292, 1102]
story-paragraph: An 18st wheat-man came aboard at Melbourne. For two whole days he had been breaking all the available canvas deck chairs. He merely sits in them and the rest is chaos. Bill Simmons has a nice lie-back chair, a combination of sugar-bag and galvanized piping. Bill swears that it is the most comfortable seat on the ship, therefore he now leaves it on deck he places a small dog-trap in the exact spot where the 18st chair-smasher usually drops through. So far nothing has happened, although the ship bobs out hopes of seeing a stout man tearing along the deck with a dog-trap attached, trailing behind. bbox=[945, 130, 1096, 268]
dateline: MELBOURNE, April 25. bbox=[483, 437, 567, 447]
rule-divider bbox=[214, 266, 271, 267]
received-date: Received April 25, 9.46 p.m. bbox=[195, 777, 289, 787]
received-date: Received April 25, 9.46 p.m. bbox=[195, 1105, 289, 1115]
dateline: ST. PETERSBURG, April 24. bbox=[179, 323, 277, 333]
local-paragraph: "I am a member of a trades union, and I hope to be a member of a trades union until I die," said the Hon J. A. Millar, Minister for Labour, at the Wellington Grocers' Union of Workers' smoke concert, on Wednesday night. bbox=[18, 251, 161, 310]
story-paragraph: "Fighting doesn't cut butter in our service, sir," answered the chief bbox=[786, 1479, 935, 1499]
article-paragraph: The most disastrous fire in the history of the city has occurred here. It completely gutted Sandover and Company's large four-storey hardware establishment. bbox=[475, 721, 617, 760]
article-subheadline: TROUBLE WITH THE WELLINGTON SUBMARINE VOLUNTEERS. bbox=[486, 983, 606, 1013]
local-paragraph: Potatoes are being quoted at from £3 10s to £3 15s per ton in Invercargill. Tasmanian Derwent potatoes are bringing £3 15s per ton in Auckland, and Melbourne Pink Eyes £5 5s to £5 10s. bbox=[18, 200, 161, 250]
article-paragraph: Mr A. Deakin and Sir William Lyne, in a preliminary interview with Lord Tweedmouth, discussed Australia's naval projects. bbox=[171, 160, 313, 200]
received-date: Received April 26, 9.33 a.m. bbox=[347, 650, 441, 660]
section-banner: CABLE NEWS. bbox=[323, 40, 465, 103]
rule-divider bbox=[18, 1291, 161, 1293]
article-paragraph: There are no further signs of activity on Mt. Ruapehu, but it is reported that a portion of the eastern side of the crater of Mt. Ngauruhoe has been broken down by ejected material. The most recent ascent of Mt. Ruapehu was made on Easter time by two officers of the Public Works Department, of Ohakune. They found the crater lake steaming with indications of ice walls having been undermined by hot water, and dust, and a quantity of stones were found on the snow surrounding the crater. Some of the largest pieces of material were a foot in diameter. A portion of one piece brought back burned with a blue sulphurous flame. These stones had been ejected hot, as they have melted their way into hard snow and ice. bbox=[171, 1277, 313, 1455]
article-paragraph: General Botha, who had a great reception, proposed "The Mother of Parliaments," from whom sprang the Constitution for which the Transvaal was grateful. bbox=[323, 1054, 465, 1104]
received-date: Received April 25, 11.5 p.m. bbox=[195, 311, 289, 321]
local-paragraph: The electoral roll and defaulters' list for the Masterton County Council are now open for inspection at the places specified in another column. All objections must be lodged at the Magistrate's Court, Masterton, on or before the 31st day of May next. bbox=[18, 1036, 161, 1096]
advertisement: If you are troubled with dyspepsia, which gives its victims no rest day and night, and causes pains in the stomach and bowels, headache, dizziness, loss of appetite, constipation, etc., take a course of Chamberlain's Tablets. They will stimulate the liver and bowels to perform their work naturally and gently, and strengthen the digestive organs. For sale by T. G. Mason, Masterton. bbox=[18, 1297, 161, 1379]
article-paragraph: The Government, in reply to an interpolation, admitted the truth of most of the statements, but said the allegations against the Public Prosecutor's department were exaggerated. bbox=[171, 556, 313, 605]
article-paragraph: M. Stolypin, Premier, has ordered the Governors of the Jewish zones to issue proclamations warning the people against "pogroms" (massacres) on May 5th, and announcing that the troops will rigorously suppress any disturbances. bbox=[171, 678, 313, 737]
article-headline: VARIOUS CABLES. bbox=[202, 748, 282, 758]
article-paragraph: ADVICE TO LOVERS. If you wish to win you a long and happy life with your loved one, always keep ready for use a bottle of Dr. Sheldon's New Discovery for Coughs, Colds, and Consumption. Taken when needed, it will cure Coughs, Colds and Consumption, which often end in starvation. It will heal all diseases and bellows and prevent catarrh, which often leads to sudden and unhappy times. It's the best medicine ever heard of for affections of the throat and lungs. Obtainable at H. E. Eton, chemist, Masterton, J. Baillie, Carterton, and the Masterton Co-operative Store, Masterton West. bbox=[945, 1356, 1096, 1495]
article-paragraph: Liniments cannot remove the real trouble in rheumatism, gout, sciatica and lumbago, Rheumo does, by removing the excess uric acid from the blood. Rheumo effects a thorough cure. 2/6 and 4/6. bbox=[475, 1536, 617, 1586]
rule-divider bbox=[214, 893, 271, 894]
local-paragraph: A team representing the Combined East Coast Rifle Clubs will fire a match against the Opaki Rifle Club, on the local range, to-morrow, at 11 a.m. The personnel of the East Coast team is as follows:—Brown (2), McCleay (2), Vennell (4), Carr, Barrow, Kummer, Willoughby (2), Day, and Dorset. The match will be fired at 200yds, 500yds, and 600yds ranges. bbox=[18, 311, 161, 400]
story-paragraph: Later we discovered that a conspiracy is afoot among the firemen to liberate the stowaways at Port Adelaide. bbox=[786, 1015, 935, 1045]
local-paragraph: At the Masterton Auction Mart, to-morrow, Mr J. R. Nicol will sell a number of heading lines of furniture in addition to boots, shoes, and clothing already advertised. bbox=[18, 774, 161, 823]
article-paragraph: Sir Joseph Ward also declined to discuss the general principle at present. He expressed the hope that the policy New Zealand desired should be carried out without impeding Australia's wishes. bbox=[323, 509, 465, 559]
local-paragraph: A social was held in S. Matthew's Schoolroom, last evening, in connection with the opening of the newly-formed Sewers' Band. The following contributed items:—Misses Hazel Fuller, Alice Sedgbeer, E. Jepson, Ida Ashdowne, Messrs E. Gasson, Kemp, Sammes, K. Braddock, H. Whitten, E. Winnett, F. Chappell, and C. La Roche. The accompaniments were played by Mrs Rowe and Misses R. Kebble and G. Brown. During the evening Mr W. A. Fendall gave a short address on the objects of a Sowers' Band. bbox=[18, 401, 161, 530]
local-paragraph: The drawing in connection with Mr G. R. Irvine's art union of oil paintings will be held in the Drill Hall, at 8 o'clock, on Saturday evening. Holders of books of tickets are requested to return same on Saturday morning. bbox=[18, 1097, 161, 1156]
local-paragraph: Snag-proof thigh gum boots, direct from the manufacturers, are now to be had at Mr J. Carpenter's Central Shoe Store. bbox=[18, 702, 161, 732]
article-paragraph: Mr Winston Churchill has been created a Privy Councillor. bbox=[171, 936, 313, 955]
story-paragraph: The life of a deep-sea steward is crammed with incident—and tips. I noticed that the young gentleman who looked after our cabin wore a thin bandage in the palm of his right hand. Asked whether he had been bitten by a land agent or octopus, he replied somewhat huskily: bbox=[627, 141, 776, 210]
story-paragraph: "After carryin' Sullivan's luggage ashore, I waited respectfully on the gangway with 'arfly three inches of me 'and showing on the skyline. bbox=[627, 373, 776, 412]
story-paragraph: coldly. "We want a staff of servants, not pugilists." bbox=[945, 38, 1096, 57]
story-paragraph: Others tell strange stories of the Afghan's bloodguardians during the rush to Coolgardie some years ago. How he polluted soaks and salted up fever-stricken travellers, until several white miners retaliated by shooting the lean and hungry camelman at sight. bbox=[786, 147, 935, 207]
story-paragraph: The goldfield Afghan is a lean-visaged fellow, with quick, shifty eyes, and grasping hands. Opinions differ among Westralians regarding his citizen-like qualities. I have met Kalgoorlie men who declare that Mahomet Ali is a good fellow to meet when things are bad and the plains are glittering from east to west. One well-known miner said that he had tried a dozen Afghan camps for flour and water during a famish and had never been refused hospitality. bbox=[786, 38, 935, 147]
rule-divider bbox=[518, 406, 575, 407]
